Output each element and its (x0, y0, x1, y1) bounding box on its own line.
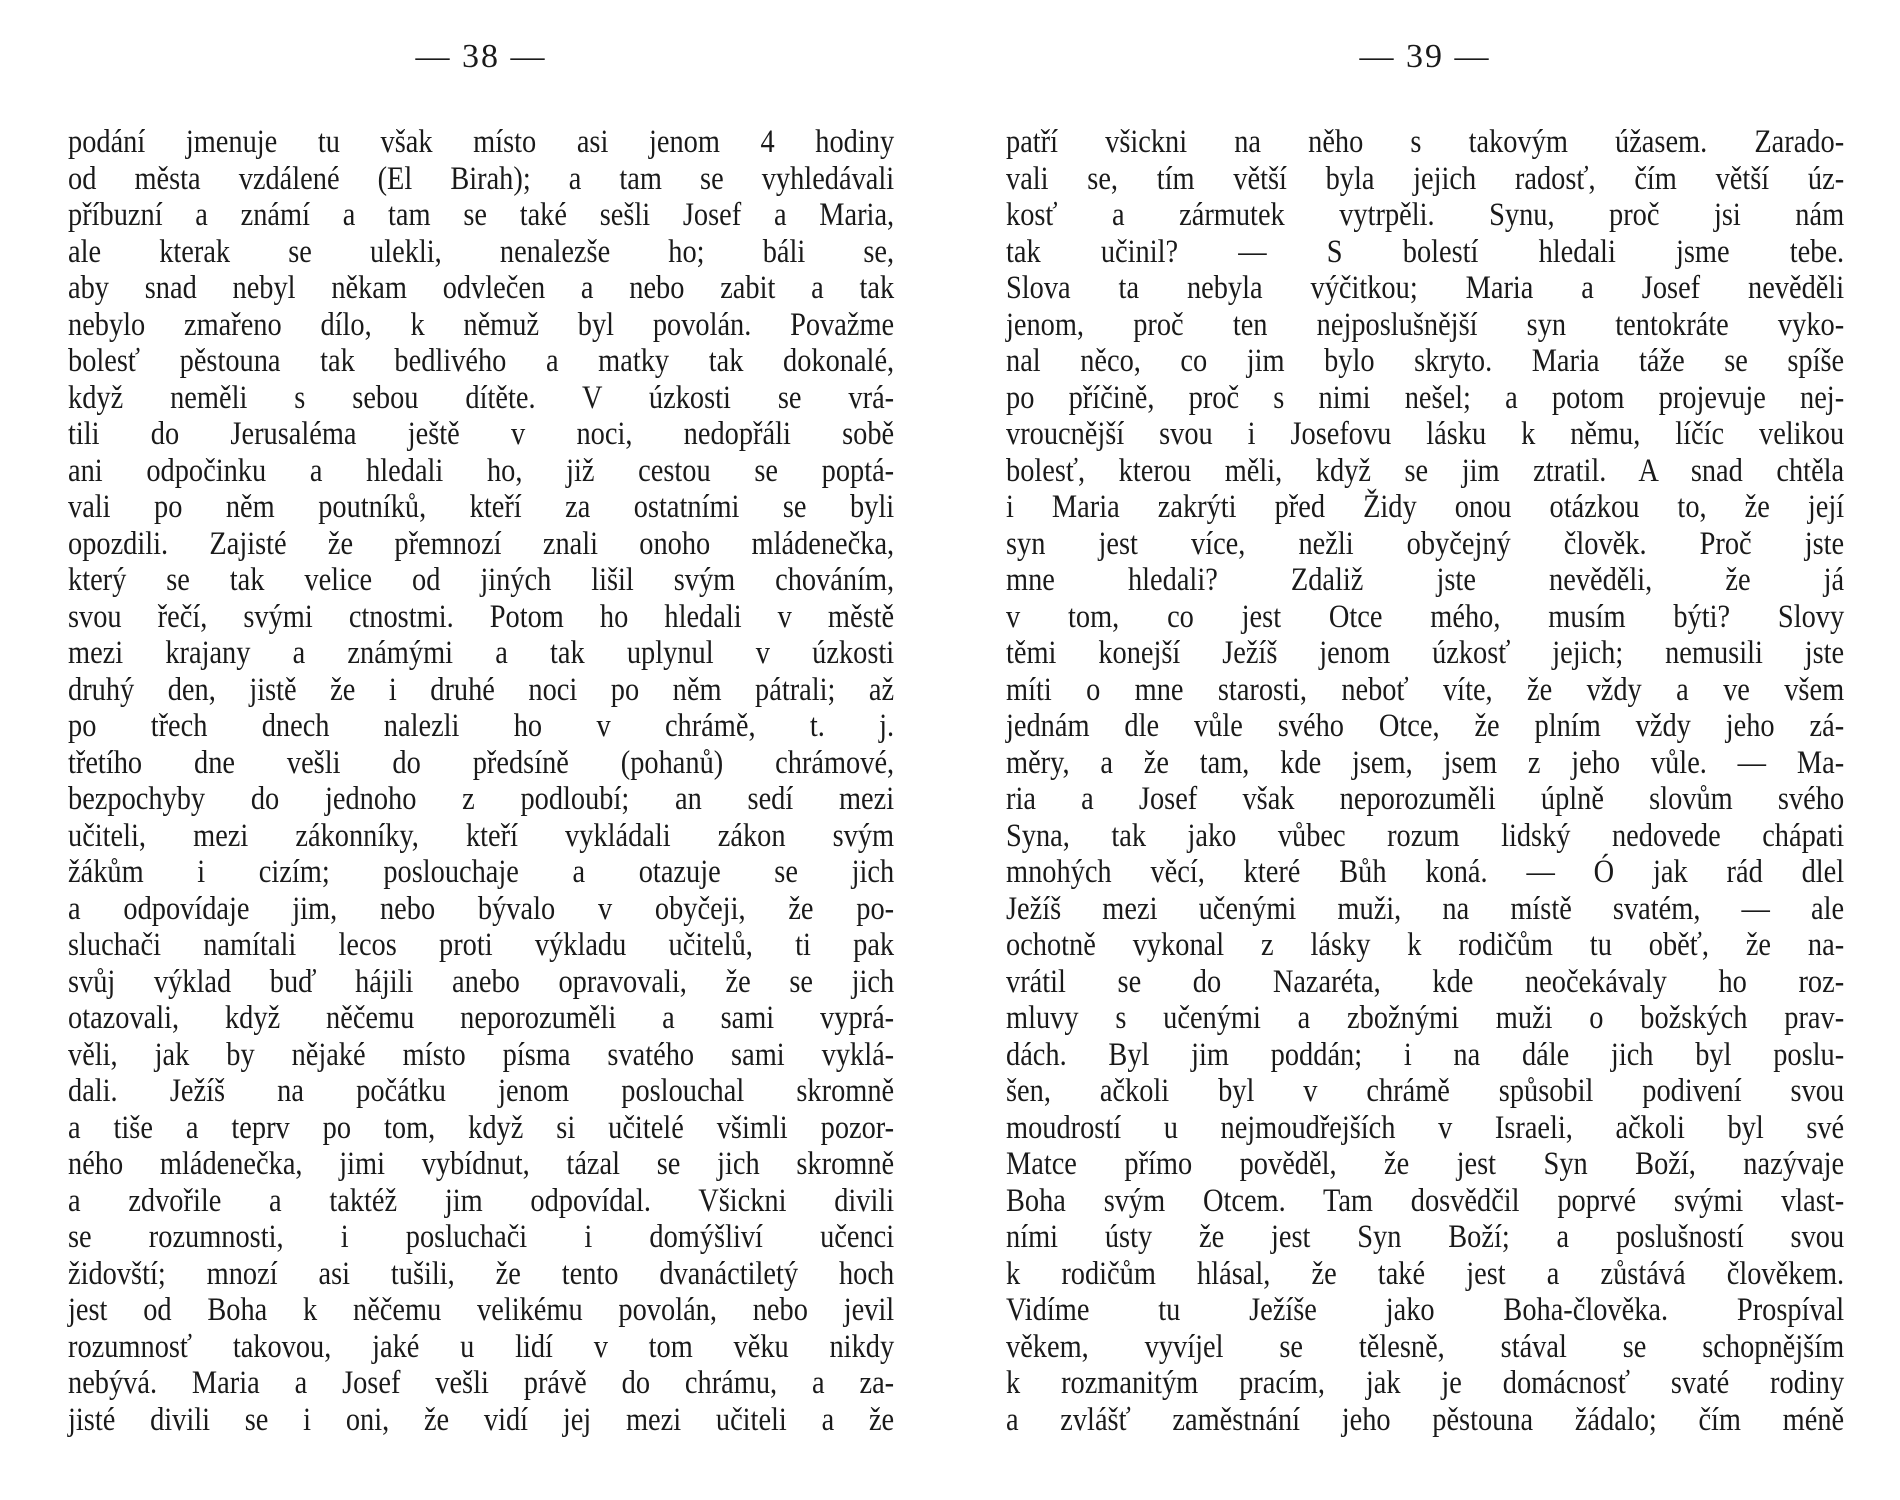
text-line: se rozumnosti, i posluchači i domýšliví učenci (68, 1219, 895, 1255)
text-line: Boha svým Otcem. Tam dosvědčil poprvé svými vlast- (1006, 1182, 1845, 1219)
text-line: židovští; mnozí asi tušili, že tento dvanáctiletý hoch (68, 1255, 895, 1292)
text-line: po třech dnech nalezli ho v chrámě, t. j. (68, 708, 895, 744)
text-line: opozdili. Zajisté že přemnozí znali onoho mládenečka, (68, 525, 895, 562)
text-line: vali se, tím větší byla jejich radosť, čím větší úz- (1006, 160, 1845, 197)
text-line: tili do Jerusaléma ještě v noci, nedopřáli sobě (68, 416, 895, 452)
text-line: bezpochyby do jednoho z podloubí; an sedí mezi (68, 781, 895, 817)
text-line: nebývá. Maria a Josef vešli právě do chrámu, a za- (68, 1365, 895, 1401)
left-page (68, 0, 894, 1500)
text-line: ními ústy že jest Syn Boží; a poslušností svou (1006, 1219, 1845, 1255)
text-line: kosť a zármutek vytrpěli. Synu, proč jsi nám (1006, 197, 1845, 233)
text-line: sluchači namítali lecos proti výkladu učitelů, ti pak (68, 927, 895, 963)
text-line: mezi krajany a známými a tak uplynul v úzkosti (68, 635, 895, 671)
text-line: aby snad nebyl někam odvlečen a nebo zabit a tak (68, 270, 895, 306)
text-line: a zdvořile a taktéž jim odpovídal. Všickni divili (68, 1182, 895, 1219)
text-line: druhý den, jistě že i druhé noci po něm pátrali; až (68, 671, 895, 708)
text-line: Ježíš mezi učenými muži, na místě svatém, — ale (1006, 890, 1845, 927)
text-line: nal něco, co jim bylo skryto. Maria táže se spíše (1006, 343, 1845, 379)
text-line: těmi konejší Ježíš jenom úzkosť jejich; nemusili jste (1006, 635, 1845, 671)
text-line: věkem, vyvíjel se tělesně, stával se schopnějším (1006, 1328, 1845, 1365)
text-line: jisté divili se i oni, že vidí jej mezi učiteli a že (68, 1401, 895, 1438)
text-line: měry, a že tam, kde jsem, jsem z jeho vůle. — Ma- (1006, 744, 1845, 781)
page-number: — 38 — (415, 38, 547, 75)
text-line: Vidíme tu Ježíše jako Boha-člověka. Prospíval (1006, 1292, 1845, 1328)
text-line: příbuzní a známí a tam se také sešli Josef a Maria, (68, 197, 895, 233)
text-line: tak učinil? — S bolestí hledali jsme tebe. (1006, 233, 1845, 270)
text-line: vrátil se do Nazaréta, kde neočekávaly ho roz- (1006, 963, 1845, 1000)
text-line: jenom, proč ten nejposlušnější syn tentokráte vyko- (1006, 306, 1845, 343)
text-line: ale kterak se ulekli, nenalezše ho; báli se, (68, 233, 895, 270)
text-line: ani odpočinku a hledali ho, již cestou se poptá- (68, 452, 895, 489)
page-number: — 39 — (1359, 38, 1491, 75)
page-text (68, 124, 894, 1438)
text-line: mne hledali? Zdaliž jste nevěděli, že já (1006, 562, 1845, 598)
text-line: ochotně vykonal z lásky k rodičům tu oběť, že na- (1006, 927, 1845, 963)
right-page (1006, 0, 1844, 1500)
text-line: Slova ta nebyla výčitkou; Maria a Josef nevěděli (1006, 270, 1845, 306)
text-line: vali po něm poutníků, kteří za ostatními se byli (68, 489, 895, 525)
text-line: dách. Byl jim poddán; i na dále jich byl poslu- (1006, 1036, 1845, 1073)
text-line: třetího dne vešli do předsíně (pohanů) chrámové, (68, 744, 895, 781)
text-line: a zvlášť zaměstnání jeho pěstouna žádalo; čím méně (1006, 1401, 1845, 1438)
text-line: moudrostí u nejmoudřejších v Israeli, ačkoli byl své (1006, 1109, 1845, 1146)
text-line: bolesť pěstouna tak bedlivého a matky tak dokonalé, (68, 343, 895, 379)
text-line: šen, ačkoli byl v chrámě spůsobil podivení svou (1006, 1073, 1845, 1109)
text-line: k rozmanitým pracím, jak je domácnosť svaté rodiny (1006, 1365, 1845, 1401)
text-line: svou řečí, svými ctnostmi. Potom ho hledali v městě (68, 598, 895, 635)
page-text (1006, 124, 1844, 1438)
text-line: otazovali, když něčemu neporozuměli a sami vyprá- (68, 1000, 895, 1036)
text-line: po příčině, proč s nimi nešel; a potom projevuje nej- (1006, 379, 1845, 416)
text-line: v tom, co jest Otce mého, musím býti? Slovy (1006, 598, 1845, 635)
text-line: vroucnější svou i Josefovu lásku k němu, líčíc velikou (1006, 416, 1845, 452)
text-line: učiteli, mezi zákonníky, kteří vykládali zákon svým (68, 817, 895, 854)
text-line: žákům i cizím; poslouchaje a otazuje se jich (68, 854, 895, 890)
text-line: i Maria zakrýti před Židy onou otázkou to, že její (1006, 489, 1845, 525)
text-line: jest od Boha k něčemu velikému povolán, nebo jevil (68, 1292, 895, 1328)
text-line: když neměli s sebou dítěte. V úzkosti se vrá- (68, 379, 895, 416)
text-line: ria a Josef však neporozuměli úplně slovům svého (1006, 781, 1845, 817)
text-line: a tiše a teprv po tom, když si učitelé všimli pozor- (68, 1109, 895, 1146)
text-line: dali. Ježíš na počátku jenom poslouchal skromně (68, 1073, 895, 1109)
text-line: Syna, tak jako vůbec rozum lidský nedovede chápati (1006, 817, 1845, 854)
text-line: Matce přímo pověděl, že jest Syn Boží, nazývaje (1006, 1146, 1845, 1182)
text-line: mnohých věcí, které Bůh koná. — Ó jak rád dlel (1006, 854, 1845, 890)
text-line: míti o mne starosti, neboť víte, že vždy a ve všem (1006, 671, 1845, 708)
text-line: od města vzdálené (El Birah); a tam se vyhledávali (68, 160, 895, 197)
text-line: který se tak velice od jiných lišil svým chováním, (68, 562, 895, 598)
text-line: bolesť, kterou měli, když se jim ztratil. A snad chtěla (1006, 452, 1845, 489)
text-line: rozumnosť takovou, jaké u lidí v tom věku nikdy (68, 1328, 895, 1365)
text-line: k rodičům hlásal, že také jest a zůstává člověkem. (1006, 1255, 1845, 1292)
text-line: svůj výklad buď hájili anebo opravovali, že se jich (68, 963, 895, 1000)
text-line: nebylo zmařeno dílo, k němuž byl povolán. Považme (68, 306, 895, 343)
text-line: věli, jak by nějaké místo písma svatého sami vyklá- (68, 1036, 895, 1073)
text-line: mluvy s učenými a zbožnými muži o božských prav- (1006, 1000, 1845, 1036)
text-line: ného mládenečka, jimi vybídnut, tázal se jich skromně (68, 1146, 895, 1182)
text-line: syn jest více, nežli obyčejný člověk. Proč jste (1006, 525, 1845, 562)
text-line: patří všickni na něho s takovým úžasem. Zarado- (1006, 124, 1845, 160)
text-line: jednám dle vůle svého Otce, že plním vždy jeho zá- (1006, 708, 1845, 744)
text-line: a odpovídaje jim, nebo bývalo v obyčeji, že po- (68, 890, 895, 927)
text-line: podání jmenuje tu však místo asi jenom 4 hodiny (68, 124, 895, 160)
